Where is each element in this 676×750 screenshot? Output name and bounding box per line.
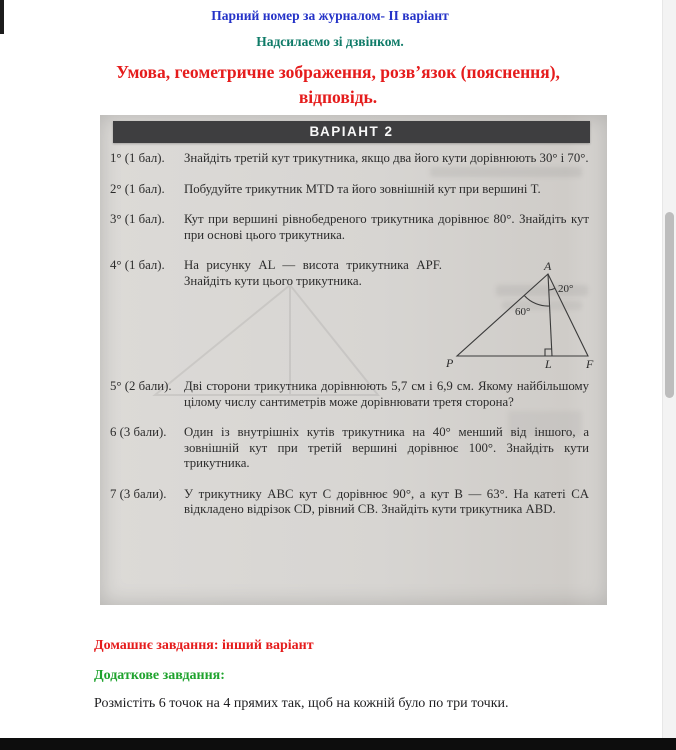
- problem-number: 3° (1 бал).: [110, 212, 165, 226]
- angle-label-20: 20°: [558, 283, 574, 295]
- problem-number: 5° (2 бали).: [110, 379, 172, 393]
- foot-label-l: L: [545, 357, 552, 370]
- problem-row: [110, 487, 597, 518]
- problem-text: Дві сторони трикутника дорівнюють 5,7 см і 6,9 см. Якому найбільшому цілому числу сантиметрів може дорівнювати третя сторона?: [184, 379, 589, 409]
- triangle-figure: [445, 258, 595, 370]
- problem-text: На рисунку AL — висота трикутника APF. Знайдіть кути цього трикутника.: [184, 258, 442, 288]
- scrollbar-thumb[interactable]: [665, 212, 674, 398]
- problem-text: Знайдіть третій кут трикутника, якщо два його кути дорівнюють 30° і 70°.: [184, 151, 589, 165]
- submission-note: Надсилаємо зі дзвінком.: [256, 34, 404, 49]
- problem-number: 7 (3 бали).: [110, 486, 167, 501]
- worksheet-scan: [100, 115, 607, 605]
- right-angle-mark: [545, 349, 552, 356]
- page-title: Умова, геометричне зображення, розв’язок (пояснення), відповідь.: [116, 62, 560, 108]
- problem-text: Кут при вершині рівнобедреного трикутника дорівнює 80°. Знайдіть кут при основі цього трикутника.: [184, 212, 589, 242]
- problem-number: 4° (1 бал).: [110, 258, 165, 272]
- angle-arc-60: [525, 296, 550, 306]
- bottom-system-bar: [0, 738, 676, 750]
- vertex-label-p: P: [446, 356, 454, 370]
- problem-number: 2° (1 бал).: [110, 181, 165, 196]
- problem-row: [110, 379, 597, 410]
- problem-text: Побудуйте трикутник MTD та його зовнішній кут при вершині T.: [184, 181, 541, 196]
- vertex-label-a: A: [544, 259, 552, 273]
- variant-banner: ВАРІАНТ 2: [113, 121, 590, 143]
- problem-text: У трикутнику ABC кут C дорівнює 90°, а кут B — 63°. На катеті CA відкладено відрізок CD, рівний CB. Знайдіть кути трикутника ABD.: [184, 486, 589, 516]
- problem-text: Один із внутрішніх кутів трикутника на 40° менший від іншого, а зовнішній кут при третій вершині дорівнює 100°. Знайдіть кути трикутника.: [184, 425, 589, 470]
- altitude-line: [548, 274, 552, 356]
- angle-label-60: 60°: [515, 306, 531, 318]
- problem-list: [110, 151, 597, 533]
- journal-pair-note: Парний номер за журналом- ІІ варіант: [211, 8, 449, 23]
- problem-row: [110, 212, 597, 243]
- problem-number: 6 (3 бали).: [110, 425, 167, 439]
- extra-task-label: Додаткове завдання:: [94, 668, 225, 683]
- problem-row: [110, 151, 597, 167]
- homework-note: Домашнє завдання: інший варіант: [94, 638, 314, 653]
- problem-number: 1° (1 бал).: [110, 151, 165, 165]
- problem-row: [110, 425, 597, 472]
- extra-task-text: Розмістіть 6 точок на 4 прямих так, щоб на кожній було по три точки.: [94, 696, 509, 711]
- problem-row: [110, 182, 597, 198]
- scrollbar-track[interactable]: [662, 0, 676, 750]
- angle-arc-20: [549, 288, 555, 290]
- problem-row: [110, 258, 597, 370]
- vertex-label-f: F: [586, 357, 594, 370]
